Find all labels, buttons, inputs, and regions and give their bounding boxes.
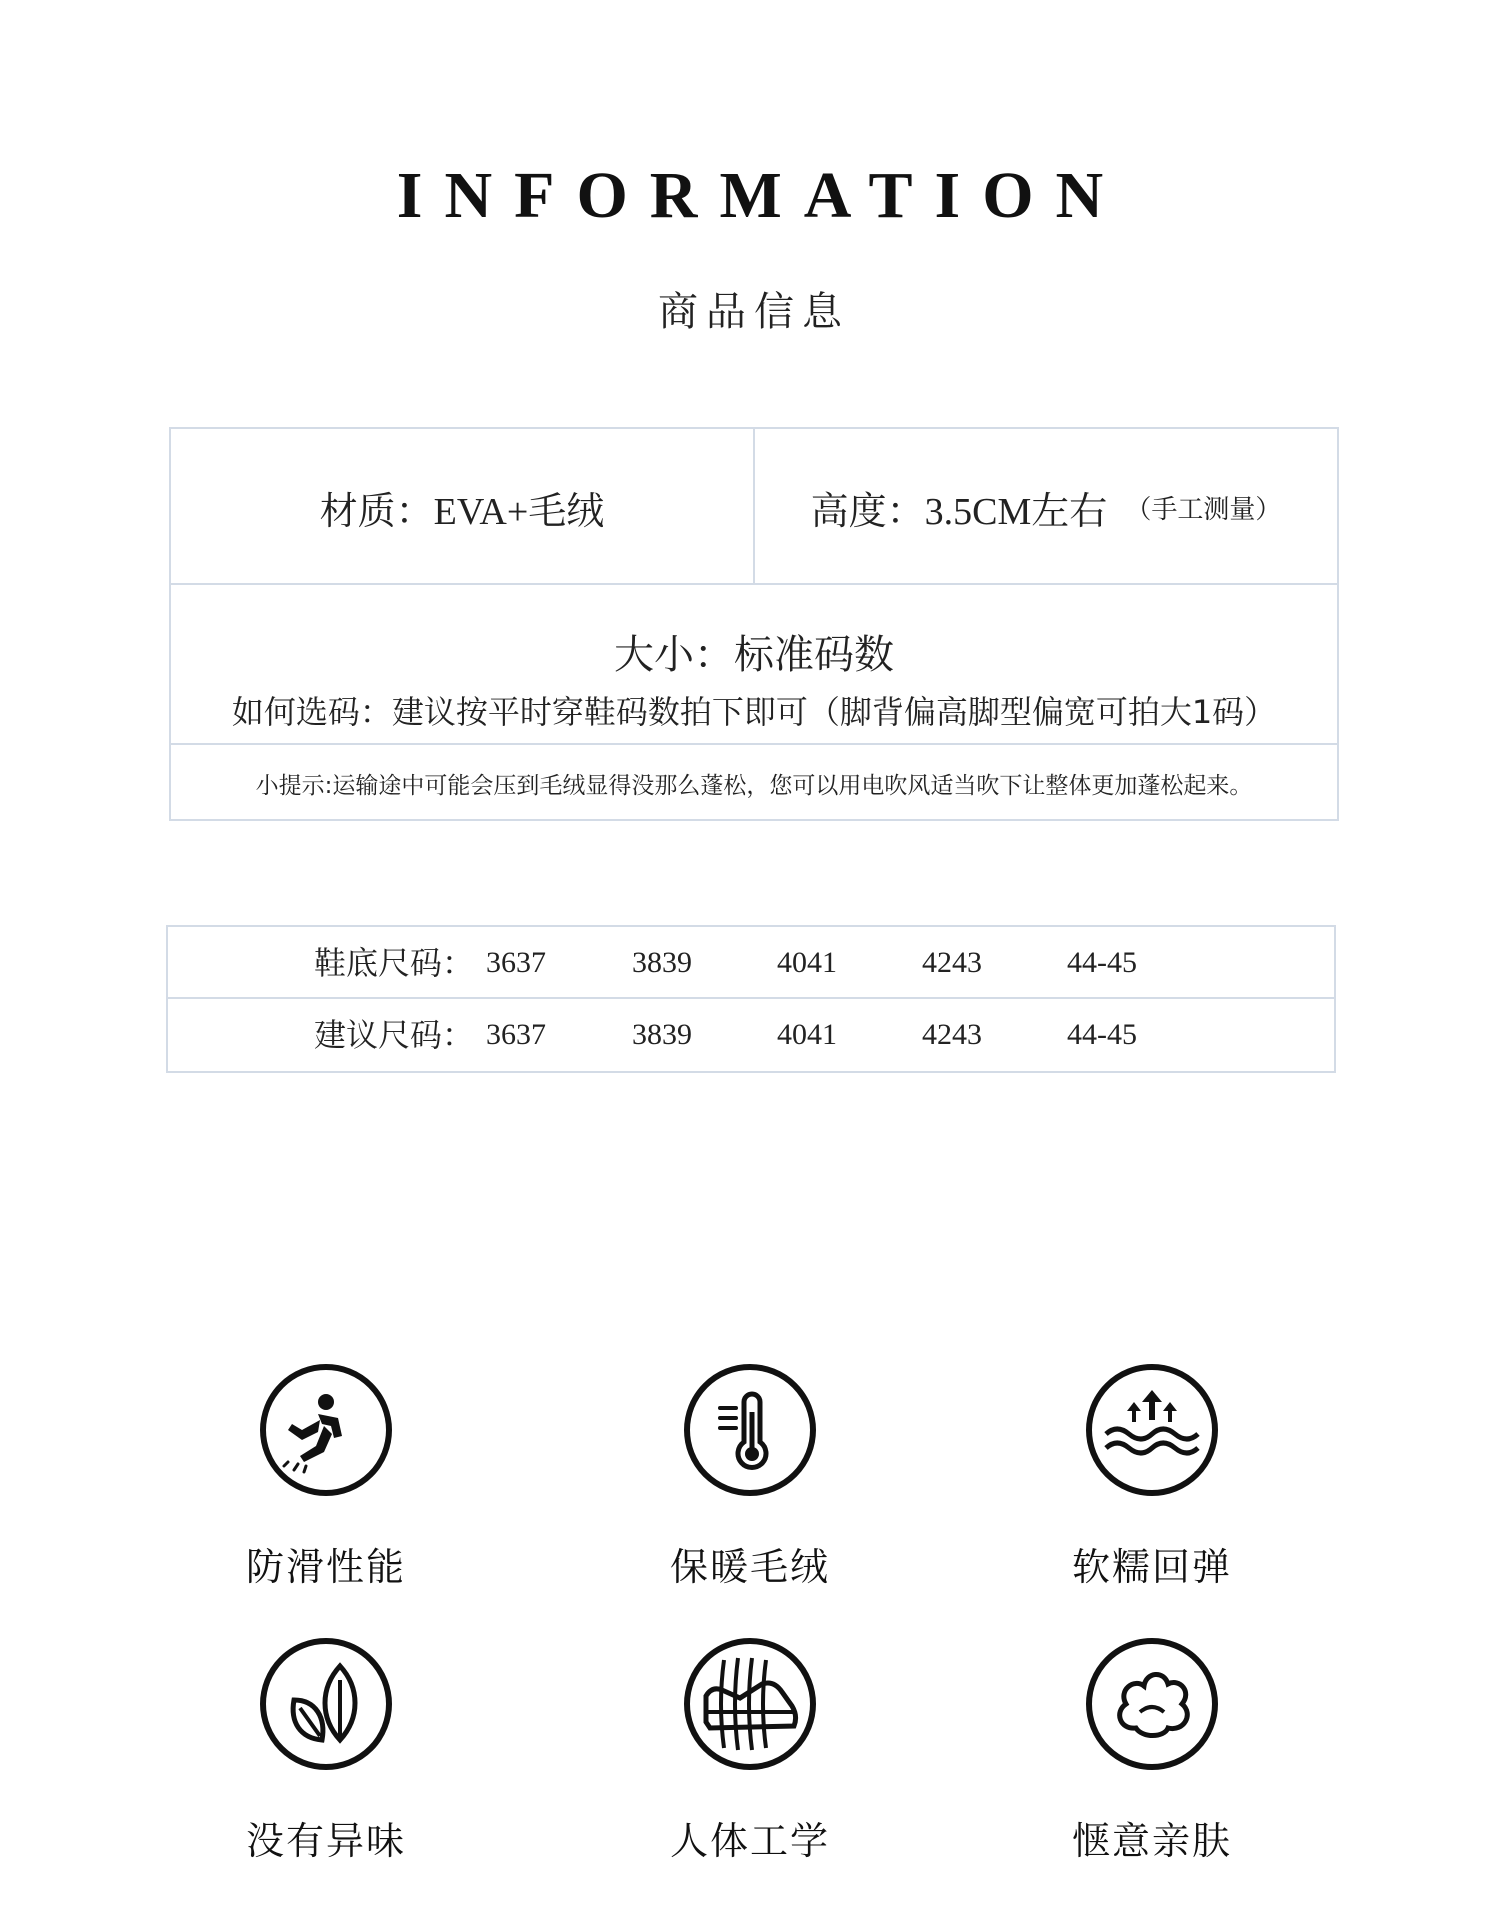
feature-skin-friendly bbox=[1002, 1636, 1302, 1865]
info-row-material-height bbox=[171, 429, 1337, 585]
leaves-icon bbox=[258, 1636, 394, 1772]
size-cell: 4243 bbox=[922, 1018, 982, 1051]
size-advice-text: 如何选码：建议按平时穿鞋码数拍下即可（脚背偏高脚型偏宽可拍大1码） bbox=[231, 693, 1277, 731]
feature-label: 保暖毛绒 bbox=[669, 1545, 830, 1589]
size-cell: 3839 bbox=[632, 1018, 692, 1051]
page-subtitle: 商品信息 bbox=[658, 289, 850, 335]
tip-text: 小提示:运输途中可能会压到毛绒显得没那么蓬松，您可以用电吹风适当吹下让整体更加蓬松起来。 bbox=[255, 772, 1253, 799]
size-row-label: 鞋底尺码： bbox=[314, 944, 475, 982]
feature-label: 防滑性能 bbox=[245, 1545, 406, 1589]
feature-ergonomics bbox=[600, 1636, 900, 1865]
size-row-sole bbox=[168, 927, 1334, 999]
size-cell: 44-45 bbox=[1067, 946, 1137, 979]
size-row-label: 建议尺码： bbox=[314, 1016, 475, 1054]
thermometer-icon bbox=[682, 1362, 818, 1498]
size-cell: 44-45 bbox=[1067, 1018, 1137, 1051]
feature-anti-slip bbox=[176, 1362, 476, 1591]
material-cell bbox=[171, 429, 755, 585]
feature-warm-plush bbox=[600, 1362, 900, 1591]
size-cell: 4243 bbox=[922, 946, 982, 979]
feature-soft-rebound bbox=[1002, 1362, 1302, 1591]
size-cell: 3637 bbox=[486, 1018, 546, 1051]
height-cell bbox=[755, 429, 1337, 585]
cotton-cloud-icon bbox=[1084, 1636, 1220, 1772]
size-table bbox=[166, 925, 1336, 1073]
product-info-table bbox=[169, 427, 1339, 821]
size-cell: 4041 bbox=[777, 1018, 837, 1051]
height-text: 高度：3.5CM左右 bbox=[810, 490, 1108, 533]
material-text: 材质：EVA+毛绒 bbox=[319, 490, 605, 533]
height-note: （手工测量） bbox=[1125, 494, 1282, 525]
size-standard-text: 大小：标准码数 bbox=[614, 632, 894, 678]
feature-label: 软糯回弹 bbox=[1071, 1545, 1232, 1589]
size-cell: 4041 bbox=[777, 946, 837, 979]
feature-no-odor bbox=[176, 1636, 476, 1865]
size-cell: 3637 bbox=[486, 946, 546, 979]
rebound-waves-icon bbox=[1084, 1362, 1220, 1498]
feature-label: 惬意亲肤 bbox=[1071, 1819, 1232, 1863]
size-cell: 3839 bbox=[632, 946, 692, 979]
feature-label: 没有异味 bbox=[245, 1819, 406, 1863]
page-title: INFORMATION bbox=[396, 159, 1126, 232]
ergonomic-shoe-icon bbox=[682, 1636, 818, 1772]
feature-label: 人体工学 bbox=[669, 1819, 830, 1863]
size-row-recommended bbox=[168, 999, 1334, 1071]
slip-person-icon bbox=[258, 1362, 394, 1498]
info-row-size bbox=[171, 587, 1337, 745]
